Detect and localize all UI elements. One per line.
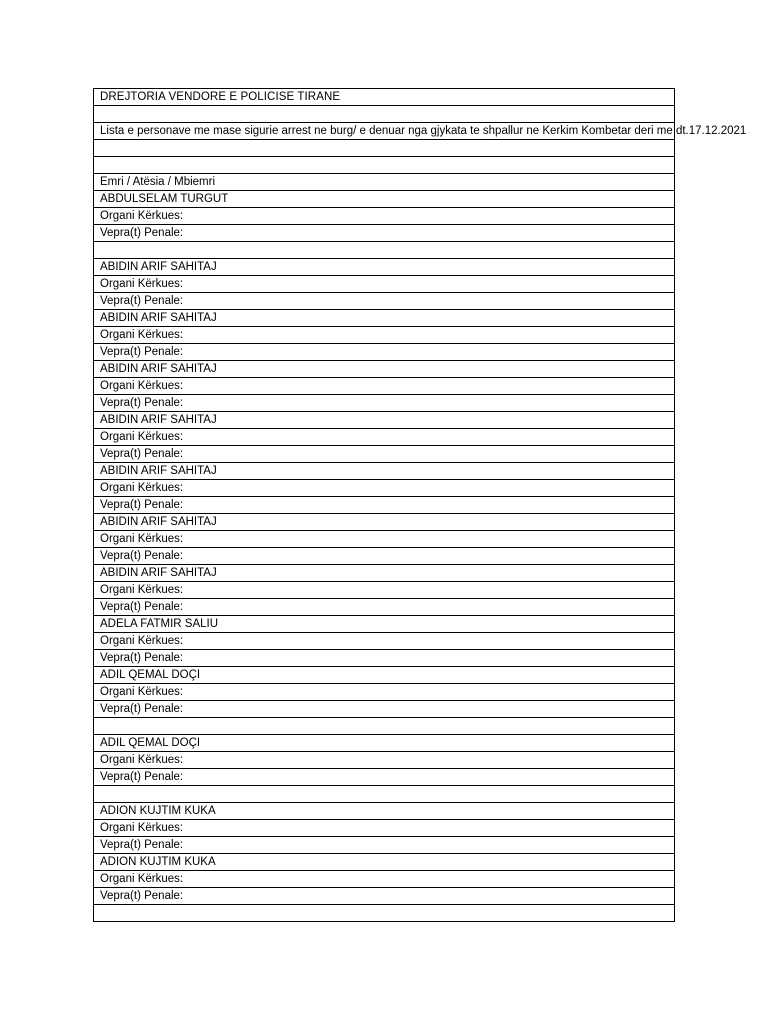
person-name: ABIDIN ARIF SAHITAJ — [94, 463, 675, 480]
table-row — [94, 361, 675, 378]
person-name: ABIDIN ARIF SAHITAJ — [94, 412, 675, 429]
wanted-persons-table — [93, 88, 747, 922]
table-row — [94, 480, 675, 497]
person-name: ABIDIN ARIF SAHITAJ — [94, 259, 675, 276]
organ-label: Organi Kërkues: — [94, 208, 675, 225]
blank-row — [94, 242, 675, 259]
table-row — [94, 208, 675, 225]
vepra-label: Vepra(t) Penale: — [94, 446, 675, 463]
table-row — [94, 446, 675, 463]
table-row — [94, 242, 675, 259]
table-row — [94, 905, 675, 922]
person-name: ADIL QEMAL DOÇI — [94, 667, 675, 684]
blank-row — [94, 140, 675, 157]
table-body — [94, 89, 747, 922]
table-row — [94, 735, 675, 752]
table-row — [94, 463, 675, 480]
person-name: ABIDIN ARIF SAHITAJ — [94, 565, 675, 582]
table-row — [94, 310, 675, 327]
vepra-label: Vepra(t) Penale: — [94, 769, 675, 786]
organ-label: Organi Kërkues: — [94, 378, 675, 395]
document-header: DREJTORIA VENDORE E POLICISE TIRANE — [94, 89, 675, 106]
table-row — [94, 752, 675, 769]
table-row — [94, 514, 675, 531]
table-row — [94, 89, 675, 106]
table-row — [94, 565, 675, 582]
vepra-label: Vepra(t) Penale: — [94, 395, 675, 412]
table-row — [94, 667, 675, 684]
organ-label: Organi Kërkues: — [94, 531, 675, 548]
blank-row — [94, 157, 675, 174]
table-row — [94, 191, 675, 208]
table-row — [94, 531, 675, 548]
table-row — [94, 276, 675, 293]
blank-row — [94, 106, 675, 123]
table-row — [94, 123, 675, 140]
organ-label: Organi Kërkues: — [94, 752, 675, 769]
vepra-label: Vepra(t) Penale: — [94, 888, 675, 905]
vepra-label: Vepra(t) Penale: — [94, 344, 675, 361]
table-row — [94, 871, 675, 888]
organ-label: Organi Kërkues: — [94, 327, 675, 344]
organ-label: Organi Kërkues: — [94, 684, 675, 701]
document-subtitle: Lista e personave me mase sigurie arrest ne burg/ e denuar nga gjykata te shpallur ne Kerkim Kombetar deri me dt.17.12.2021 — [94, 123, 675, 140]
table-row — [94, 633, 675, 650]
table-row — [94, 548, 675, 565]
blank-row — [94, 905, 675, 922]
table-row — [94, 803, 675, 820]
person-name: ADIL QEMAL DOÇI — [94, 735, 675, 752]
table-row — [94, 616, 675, 633]
table-row — [94, 259, 675, 276]
person-name: ADELA FATMIR SALIU — [94, 616, 675, 633]
vepra-label: Vepra(t) Penale: — [94, 701, 675, 718]
table-row — [94, 701, 675, 718]
vepra-label: Vepra(t) Penale: — [94, 599, 675, 616]
table-row — [94, 327, 675, 344]
table-row — [94, 106, 675, 123]
person-name: ABIDIN ARIF SAHITAJ — [94, 514, 675, 531]
table-row — [94, 412, 675, 429]
blank-row — [94, 718, 675, 735]
organ-label: Organi Kërkues: — [94, 276, 675, 293]
organ-label: Organi Kërkues: — [94, 871, 675, 888]
organ-label: Organi Kërkues: — [94, 480, 675, 497]
table-row — [94, 854, 675, 871]
table-row — [94, 684, 675, 701]
table-row — [94, 837, 675, 854]
table-row — [94, 786, 675, 803]
table-row — [94, 718, 675, 735]
table-row — [94, 344, 675, 361]
table-row — [94, 378, 675, 395]
table-row — [94, 174, 675, 191]
organ-label: Organi Kërkues: — [94, 820, 675, 837]
organ-label: Organi Kërkues: — [94, 582, 675, 599]
vepra-label: Vepra(t) Penale: — [94, 293, 675, 310]
table-row — [94, 497, 675, 514]
table-row — [94, 582, 675, 599]
vepra-label: Vepra(t) Penale: — [94, 650, 675, 667]
table-row — [94, 140, 675, 157]
person-name: ABDULSELAM TURGUT — [94, 191, 675, 208]
table-row — [94, 429, 675, 446]
person-name: ADION KUJTIM KUKA — [94, 803, 675, 820]
vepra-label: Vepra(t) Penale: — [94, 837, 675, 854]
vepra-label: Vepra(t) Penale: — [94, 225, 675, 242]
table-row — [94, 820, 675, 837]
table-row — [94, 650, 675, 667]
table-row — [94, 395, 675, 412]
column-label: Emri / Atësia / Mbiemri — [94, 174, 675, 191]
table-row — [94, 225, 675, 242]
organ-label: Organi Kërkues: — [94, 633, 675, 650]
person-name: ADION KUJTIM KUKA — [94, 854, 675, 871]
table-row — [94, 157, 675, 174]
table-row — [94, 599, 675, 616]
person-name: ABIDIN ARIF SAHITAJ — [94, 310, 675, 327]
table-row — [94, 293, 675, 310]
vepra-label: Vepra(t) Penale: — [94, 548, 675, 565]
table-row — [94, 888, 675, 905]
table-row — [94, 769, 675, 786]
organ-label: Organi Kërkues: — [94, 429, 675, 446]
vepra-label: Vepra(t) Penale: — [94, 497, 675, 514]
person-name: ABIDIN ARIF SAHITAJ — [94, 361, 675, 378]
blank-row — [94, 786, 675, 803]
